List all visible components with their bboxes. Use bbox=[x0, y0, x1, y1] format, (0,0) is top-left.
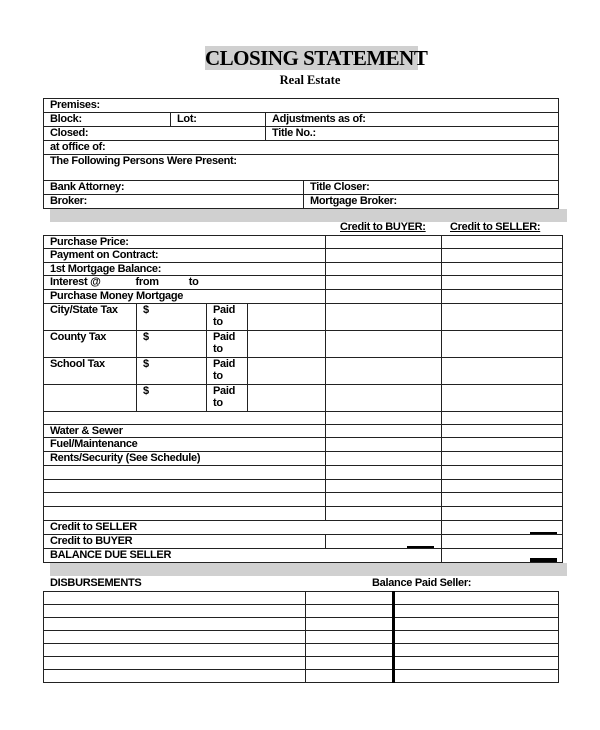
balance-due-label: BALANCE DUE SELLER bbox=[44, 549, 442, 563]
interest-row bbox=[44, 276, 326, 290]
disbursement-amount[interactable] bbox=[306, 618, 394, 631]
seller-cell[interactable] bbox=[442, 276, 563, 290]
row-label: Payment on Contract: bbox=[44, 249, 326, 263]
adjustments-field[interactable]: Adjustments as of: bbox=[266, 113, 559, 127]
tax-dollar[interactable]: $ bbox=[137, 385, 207, 412]
lot-field[interactable]: Lot: bbox=[171, 113, 266, 127]
balance-paid-cell[interactable] bbox=[394, 657, 559, 670]
tax-label[interactable] bbox=[44, 385, 137, 412]
disbursement-amount[interactable] bbox=[306, 644, 394, 657]
buyer-cell[interactable] bbox=[326, 290, 442, 304]
block-field[interactable]: Block: bbox=[44, 113, 171, 127]
paid-to-label: Paid to bbox=[207, 304, 248, 331]
row-label: 1st Mortgage Balance: bbox=[44, 263, 326, 276]
seller-cell[interactable] bbox=[442, 466, 563, 480]
disbursement-payee[interactable] bbox=[44, 592, 306, 605]
tax-label: School Tax bbox=[44, 358, 137, 385]
credit-seller-label: Credit to SELLER bbox=[44, 521, 442, 535]
total-underline bbox=[530, 532, 557, 534]
credit-buyer-label: Credit to BUYER bbox=[44, 535, 326, 549]
credits-table bbox=[43, 235, 563, 563]
buyer-cell[interactable] bbox=[326, 276, 442, 290]
paid-to-label: Paid to bbox=[207, 331, 248, 358]
page-title: CLOSING STATEMENT bbox=[205, 46, 428, 70]
seller-cell[interactable] bbox=[442, 535, 563, 549]
buyer-cell[interactable] bbox=[326, 249, 442, 263]
credit-seller-header: Credit to SELLER: bbox=[450, 221, 541, 233]
paid-to-label: Paid to bbox=[207, 385, 248, 412]
tax-dollar[interactable]: $ bbox=[137, 331, 207, 358]
blank-row[interactable] bbox=[44, 493, 326, 507]
disbursement-payee[interactable] bbox=[44, 605, 306, 618]
balance-paid-cell[interactable] bbox=[394, 592, 559, 605]
seller-cell[interactable] bbox=[442, 304, 563, 331]
seller-cell[interactable] bbox=[442, 493, 563, 507]
buyer-cell[interactable] bbox=[326, 358, 442, 385]
seller-cell[interactable] bbox=[442, 263, 563, 276]
closed-field[interactable]: Closed: bbox=[44, 127, 266, 141]
office-field[interactable]: at office of: bbox=[44, 141, 559, 155]
disbursement-amount[interactable] bbox=[306, 605, 394, 618]
seller-cell[interactable] bbox=[442, 412, 563, 425]
row-label: Interest @ bbox=[50, 276, 101, 288]
seller-cell[interactable] bbox=[442, 480, 563, 493]
row-label: Water & Sewer bbox=[44, 425, 326, 438]
buyer-cell[interactable] bbox=[326, 466, 442, 480]
seller-cell[interactable] bbox=[442, 452, 563, 466]
disbursements-title: DISBURSEMENTS bbox=[50, 577, 142, 589]
buyer-cell[interactable] bbox=[326, 507, 442, 521]
paid-to-field[interactable] bbox=[248, 385, 326, 412]
buyer-cell[interactable] bbox=[326, 425, 442, 438]
paid-to-label: Paid to bbox=[207, 358, 248, 385]
buyer-cell[interactable] bbox=[326, 385, 442, 412]
balance-paid-cell[interactable] bbox=[394, 618, 559, 631]
buyer-cell[interactable] bbox=[326, 304, 442, 331]
disbursement-amount[interactable] bbox=[306, 592, 394, 605]
disbursement-row bbox=[44, 605, 559, 618]
balance-paid-cell[interactable] bbox=[394, 605, 559, 618]
seller-cell[interactable] bbox=[442, 249, 563, 263]
buyer-cell[interactable] bbox=[326, 452, 442, 466]
double-underline bbox=[530, 558, 557, 562]
seller-cell[interactable] bbox=[442, 358, 563, 385]
balance-paid-cell[interactable] bbox=[394, 670, 559, 683]
info-table bbox=[43, 98, 559, 209]
premises-field[interactable]: Premises: bbox=[44, 99, 559, 113]
page-subtitle: Real Estate bbox=[279, 73, 341, 87]
buyer-cell[interactable] bbox=[326, 438, 442, 452]
title-closer-field[interactable]: Title Closer: bbox=[304, 181, 559, 195]
disbursement-amount[interactable] bbox=[306, 670, 394, 683]
blank-row[interactable] bbox=[44, 480, 326, 493]
paid-to-field[interactable] bbox=[248, 331, 326, 358]
disbursement-row bbox=[44, 657, 559, 670]
persons-present-field[interactable]: The Following Persons Were Present: bbox=[44, 155, 559, 181]
disbursement-row bbox=[44, 644, 559, 657]
balance-paid-cell[interactable] bbox=[394, 631, 559, 644]
buyer-cell[interactable] bbox=[326, 331, 442, 358]
disbursement-row bbox=[44, 631, 559, 644]
seller-cell[interactable] bbox=[442, 385, 563, 412]
from-label: from bbox=[135, 276, 159, 288]
blank-row[interactable] bbox=[44, 412, 326, 425]
balance-paid-seller-label: Balance Paid Seller: bbox=[372, 577, 472, 589]
disbursement-amount[interactable] bbox=[306, 657, 394, 670]
paid-to-field[interactable] bbox=[248, 304, 326, 331]
tax-label: City/State Tax bbox=[44, 304, 137, 331]
row-label: Purchase Money Mortgage bbox=[44, 290, 326, 304]
buyer-cell[interactable] bbox=[326, 236, 442, 249]
seller-cell[interactable] bbox=[442, 425, 563, 438]
row-label: Fuel/Maintenance bbox=[44, 438, 326, 452]
tax-dollar[interactable]: $ bbox=[137, 358, 207, 385]
paid-to-field[interactable] bbox=[248, 358, 326, 385]
broker-field[interactable]: Broker: bbox=[44, 195, 304, 209]
title-no-field[interactable]: Title No.: bbox=[266, 127, 559, 141]
seller-cell[interactable] bbox=[442, 236, 563, 249]
disbursements-table bbox=[43, 591, 559, 683]
tax-label: County Tax bbox=[44, 331, 137, 358]
disbursement-row bbox=[44, 592, 559, 605]
disbursement-payee[interactable] bbox=[44, 618, 306, 631]
seller-cell[interactable] bbox=[442, 438, 563, 452]
seller-cell[interactable] bbox=[442, 290, 563, 304]
buyer-cell[interactable] bbox=[326, 412, 442, 425]
disbursement-payee[interactable] bbox=[44, 644, 306, 657]
buyer-cell[interactable] bbox=[326, 480, 442, 493]
mortgage-broker-field[interactable]: Mortgage Broker: bbox=[304, 195, 559, 209]
seller-cell[interactable] bbox=[442, 507, 563, 521]
bank-attorney-field[interactable]: Bank Attorney: bbox=[44, 181, 304, 195]
blank-row[interactable] bbox=[44, 466, 326, 480]
tax-dollar[interactable]: $ bbox=[137, 304, 207, 331]
to-label: to bbox=[188, 276, 199, 288]
total-underline bbox=[407, 546, 434, 548]
balance-paid-cell[interactable] bbox=[394, 644, 559, 657]
disbursement-payee[interactable] bbox=[44, 670, 306, 683]
buyer-cell[interactable] bbox=[326, 263, 442, 276]
disbursement-payee[interactable] bbox=[44, 631, 306, 644]
credit-buyer-header: Credit to BUYER: bbox=[340, 221, 426, 233]
seller-cell[interactable] bbox=[442, 331, 563, 358]
blank-row[interactable] bbox=[44, 507, 326, 521]
row-label: Purchase Price: bbox=[44, 236, 326, 249]
disbursement-amount[interactable] bbox=[306, 631, 394, 644]
disbursement-payee[interactable] bbox=[44, 657, 306, 670]
row-label: Rents/Security (See Schedule) bbox=[44, 452, 326, 466]
divider-bar bbox=[50, 563, 567, 576]
disbursement-row bbox=[44, 670, 559, 683]
disbursement-row bbox=[44, 618, 559, 631]
buyer-cell[interactable] bbox=[326, 493, 442, 507]
